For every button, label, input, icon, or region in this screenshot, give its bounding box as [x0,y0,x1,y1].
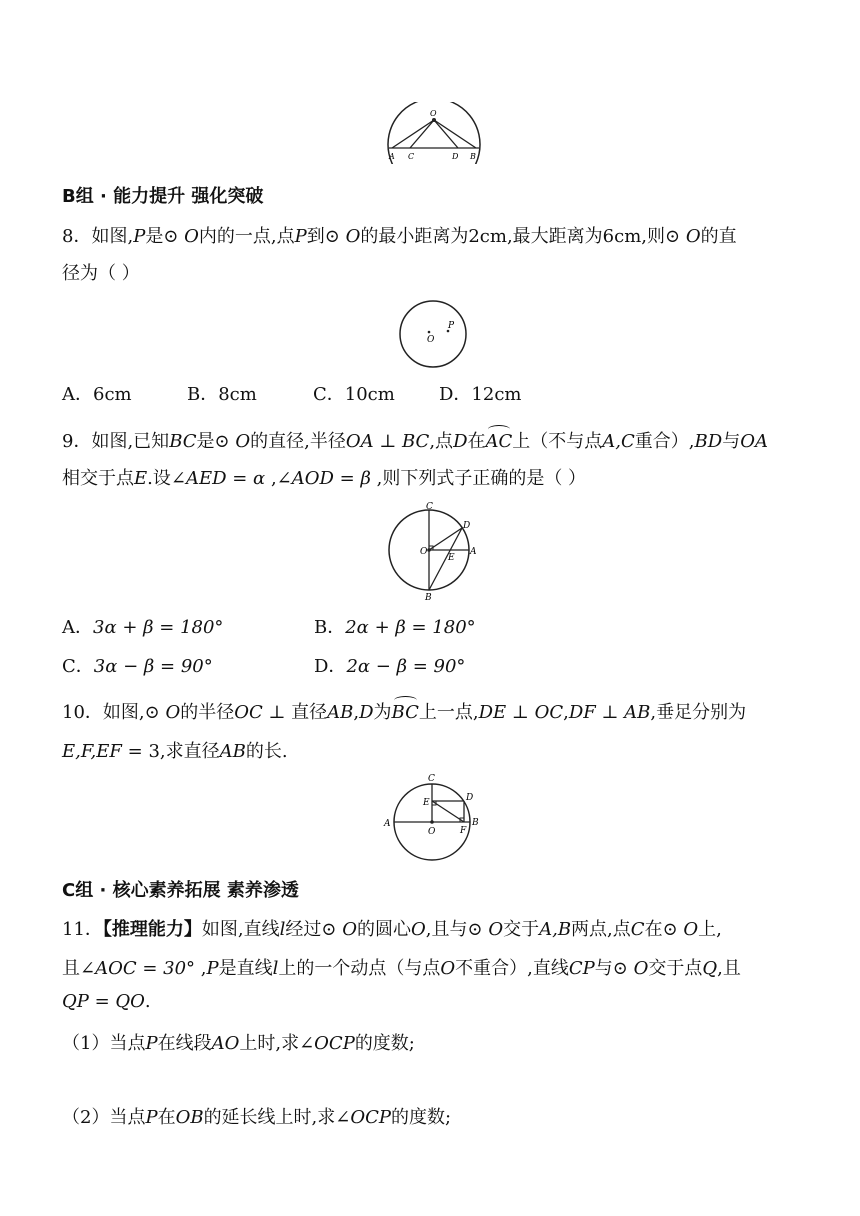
circle-dot-symbol: ⊙ [163,226,179,247]
q9-fig-label-c: C [426,502,433,512]
arc-bc: BC [391,702,419,723]
top-label-o: O [430,109,437,118]
top-label-b: B [470,152,476,161]
top-label-d: D [452,152,459,161]
q9-option-d: D．2α − β = 90° [314,656,466,677]
q9-option-c: C．3α − β = 90° [62,656,213,677]
figure-top-circle [380,102,490,164]
q9-fig-label-e: E [448,553,455,563]
q9-option-a: A．3α + β = 180° [62,617,224,638]
q10-line2: E,F,EF = 3,求直径AB的长. [62,741,288,762]
figure-q10-circle [380,770,486,862]
q10-fig-label-d: D [466,793,474,803]
q11-number: 11． [62,919,103,940]
q8-fig-label-p: P [448,321,455,331]
q9-line2: 相交于点E.设∠AED = α ,∠AOD = β ,则下列式子正确的是（ ） [62,468,587,489]
section-b-heading: B组 · 能力提升 强化突破 [62,186,264,207]
q11-sub2: （2）当点P在OB的延长线上时,求∠OCP的度数; [62,1107,452,1128]
q11-line2: 且∠AOC = 30° ,P是直线l上的一个动点（与点O不重合）,直线CP与⊙ O交于点Q,且 [62,958,741,979]
q10-number: 10． [62,702,103,723]
figure-q9-circle [384,500,480,604]
section-c-heading: C组 · 核心素养拓展 素养渗透 [62,880,299,901]
figure-q8-circle [396,300,472,370]
q10-fig-label-c: C [428,774,435,784]
q10-fig-label-o: O [428,827,436,837]
q11-sub1: （1）当点P在线段AO上时,求∠OCP的度数; [62,1033,415,1054]
top-label-c: C [408,152,415,161]
top-label-a: A [389,152,395,161]
q8-option-b: B．8cm [187,384,257,405]
top-center-point [432,118,436,122]
q9-fig-label-d: D [463,521,471,531]
q11-line1: 11．【推理能力】如图,直线l经过⊙ O的圆心O,且与⊙ O交于A,B两点,点C在⊙ O上, [62,919,722,940]
q8-option-d: D．12cm [439,384,522,405]
q10-fig-label-b: B [472,818,479,828]
q10-fig-label-f: F [460,826,467,836]
q9-fig-label-a: A [470,547,477,557]
arc-ac: AC [485,431,513,452]
q10-fig-label-e: E [423,798,430,808]
q10-fig-label-a: A [384,819,391,829]
top-circle-arc-bottom [389,154,479,164]
q8-option-c: C．10cm [313,384,395,405]
q8-line2: 径为（ ） [62,263,140,284]
q9-number: 9． [62,431,92,452]
q8-number: 8． [62,226,92,247]
q10-line1: 10．如图,⊙ O的半径OC ⊥ 直径AB,D为BC上一点,DE ⊥ OC,DF ⊥ AB,垂足分别为 [62,702,747,723]
q8-fig-label-o: O [427,335,435,345]
q11-tag: 【推理能力】 [102,919,202,940]
q9-fig-label-b: B [425,593,432,603]
q9-option-b: B．2α + β = 180° [314,617,476,638]
q11-line3: QP = QO. [62,991,151,1012]
q9-fig-label-o: O [420,547,428,557]
q8-option-a: A．6cm [62,384,132,405]
q8-center-point [428,331,431,334]
q8-line1: 8．如图,P是⊙ O内的一点,点P到⊙ O的最小距离为2cm,最大距离为6cm,则⊙ O的直 [62,226,737,247]
q9-line1: 9．如图,已知BC是⊙ O的直径,半径OA ⊥ BC,点D在AC上（不与点A,C重合）,BD与OA [62,431,768,452]
